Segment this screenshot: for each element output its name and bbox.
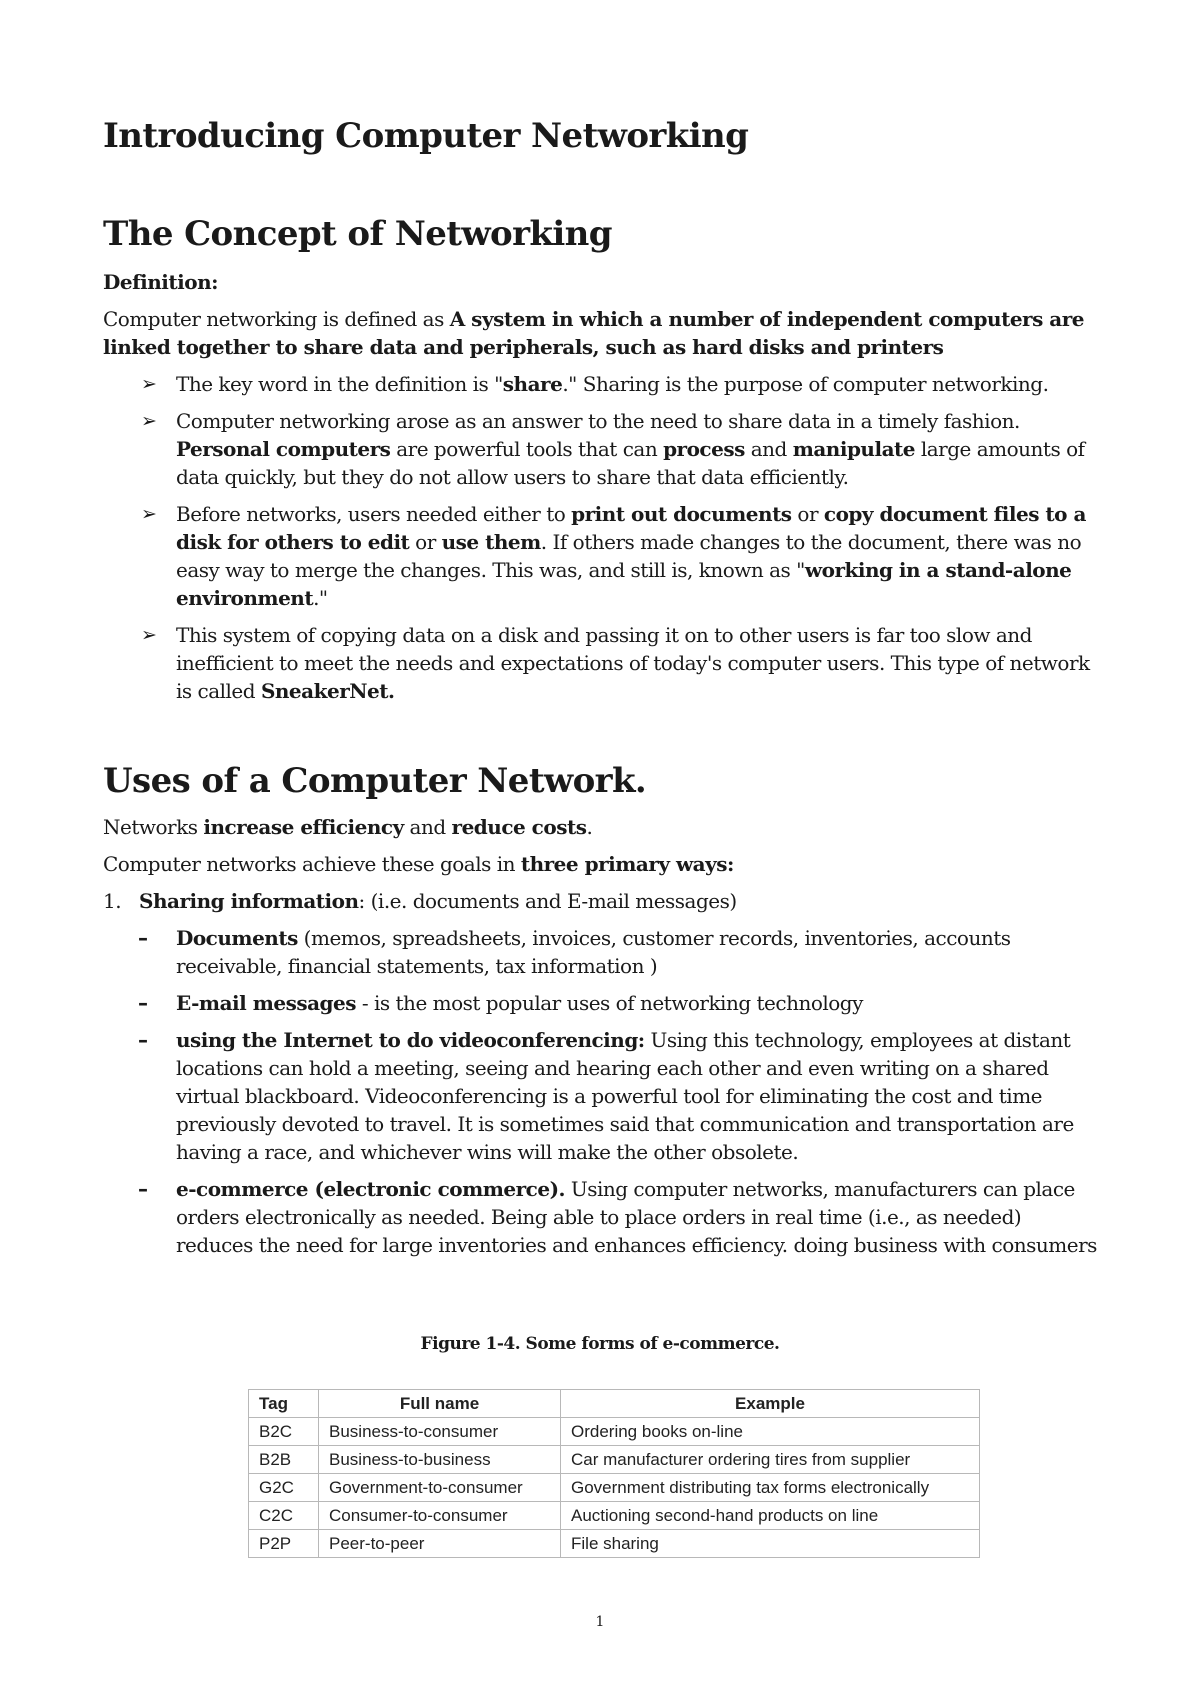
table-row bbox=[249, 1530, 980, 1558]
table-cell: C2C bbox=[249, 1502, 319, 1530]
uses-line-2: Computer networks achieve these goals in three primary ways: bbox=[103, 852, 734, 876]
item-number: 1. bbox=[103, 889, 122, 913]
dash-bullet-icon: – bbox=[138, 991, 148, 1015]
definition-intro: Computer networking is defined as bbox=[103, 307, 450, 331]
dash-bullet-icon: – bbox=[138, 926, 148, 950]
page-number: 1 bbox=[595, 1614, 605, 1630]
document-body bbox=[103, 112, 1103, 1268]
uses-heading: Uses of a Computer Network. bbox=[103, 761, 647, 801]
arrow-bullet-icon: ➢ bbox=[141, 624, 157, 646]
table-cell: Consumer-to-consumer bbox=[319, 1502, 561, 1530]
column-header: Tag bbox=[249, 1390, 319, 1418]
table-cell: Auctioning second-hand products on line bbox=[561, 1502, 980, 1530]
concept-heading: The Concept of Networking bbox=[103, 214, 612, 254]
definition-label: Definition: bbox=[103, 270, 219, 294]
concept-bullet-list bbox=[103, 370, 1103, 705]
table-cell: B2B bbox=[249, 1446, 319, 1474]
table-cell: Business-to-consumer bbox=[319, 1418, 561, 1446]
page-title: Introducing Computer Networking bbox=[103, 116, 749, 156]
numbered-item-sharing: 1. Sharing information: (i.e. documents and E-mail messages) – Documents (memos, spreadsheets, invoices, customer records, inventories, accounts receivable, financial statements, tax information ) – E-mail messages - is the most popular uses of networking technology – using the Internet to do videoconferencing: Using this technology, employees at distant locations can hold a meeting, seeing and hearing each other and even writing on a shared virtual blackboard. Videoconferencing is a powerful tool for eliminating the cost and time previously devoted to travel. It is sometimes said that communication and transportation are having a race, and whichever wins will make the other obsolete. – e-commerce (electronic commerce). Using computer networks, manufacturers can place orders electronically as needed. Being able to place orders in real time (i.e., as needed) reduces the need for large inventories and enhances efficiency. doing business with consumers bbox=[103, 887, 1103, 1259]
table-cell: Government distributing tax forms electronically bbox=[561, 1474, 980, 1502]
dash-bullet-icon: – bbox=[138, 1028, 148, 1052]
arrow-bullet-icon: ➢ bbox=[141, 373, 157, 395]
table-row bbox=[249, 1418, 980, 1446]
concept-bullet: ➢ Computer networking arose as an answer to the need to share data in a timely fashion. Personal computers are powerful tools that can process and manipulate large amounts of data quickly, but they do not allow users to share that data efficiently. bbox=[141, 409, 1085, 489]
sub-item-email: – E-mail messages - is the most popular uses of networking technology bbox=[138, 991, 863, 1015]
item-label: Sharing information bbox=[139, 889, 359, 913]
table-cell: Government-to-consumer bbox=[319, 1474, 561, 1502]
definition-bold: A system in which a number of independent computers are linked together to share data and peripherals, such as hard disks and printers bbox=[103, 307, 1085, 359]
figure-caption: Figure 1-4. Some forms of e-commerce. bbox=[420, 1334, 780, 1354]
table-cell: Business-to-business bbox=[319, 1446, 561, 1474]
table-cell: G2C bbox=[249, 1474, 319, 1502]
column-header: Example bbox=[561, 1390, 980, 1418]
concept-bullet: ➢ Before networks, users needed either to print out documents or copy document files to a disk for others to edit or use them. If others made changes to the document, there was no easy way to merge the changes. This was, and still is, known as "working in a stand-alone environment." bbox=[141, 502, 1086, 610]
table-cell: B2C bbox=[249, 1418, 319, 1446]
sub-item-documents: – Documents (memos, spreadsheets, invoices, customer records, inventories, accounts receivable, financial statements, tax information ) bbox=[138, 926, 1011, 978]
table-row bbox=[249, 1502, 980, 1530]
table-row bbox=[249, 1474, 980, 1502]
table-cell: Car manufacturer ordering tires from supplier bbox=[561, 1446, 980, 1474]
table-cell: File sharing bbox=[561, 1530, 980, 1558]
table-cell: Ordering books on-line bbox=[561, 1418, 980, 1446]
column-header: Full name bbox=[319, 1390, 561, 1418]
sub-item-ecommerce: – e-commerce (electronic commerce). Using computer networks, manufacturers can place orders electronically as needed. Being able to place orders in real time (i.e., as needed) reduces the need for large inventories and enhances efficiency. doing business with consumers bbox=[138, 1177, 1097, 1257]
concept-bullet: ➢ The key word in the definition is "share." Sharing is the purpose of computer networking. bbox=[141, 372, 1049, 396]
table-cell: P2P bbox=[249, 1530, 319, 1558]
arrow-bullet-icon: ➢ bbox=[141, 410, 157, 432]
definition-paragraph bbox=[103, 305, 1103, 361]
sharing-sublist bbox=[139, 924, 1103, 1259]
dash-bullet-icon: – bbox=[138, 1177, 148, 1201]
uses-line-1: Networks increase efficiency and reduce costs. bbox=[103, 815, 593, 839]
sub-item-videoconferencing: – using the Internet to do videoconferencing: Using this technology, employees at distant locations can hold a meeting, seeing and hearing each other and even writing on a shared virtual blackboard. Videoconferencing is a powerful tool for eliminating the cost and time previously devoted to travel. It is sometimes said that communication and transportation are having a race, and whichever wins will make the other obsolete. bbox=[138, 1028, 1074, 1164]
table-cell: Peer-to-peer bbox=[319, 1530, 561, 1558]
table-header-row bbox=[249, 1390, 980, 1418]
table-row bbox=[249, 1446, 980, 1474]
ecommerce-table bbox=[248, 1389, 980, 1558]
concept-bullet: ➢ This system of copying data on a disk and passing it on to other users is far too slow and inefficient to meet the needs and expectations of today's computer users. This type of network is called SneakerNet. bbox=[141, 623, 1090, 703]
arrow-bullet-icon: ➢ bbox=[141, 503, 157, 525]
uses-numbered-list bbox=[103, 887, 1103, 1259]
